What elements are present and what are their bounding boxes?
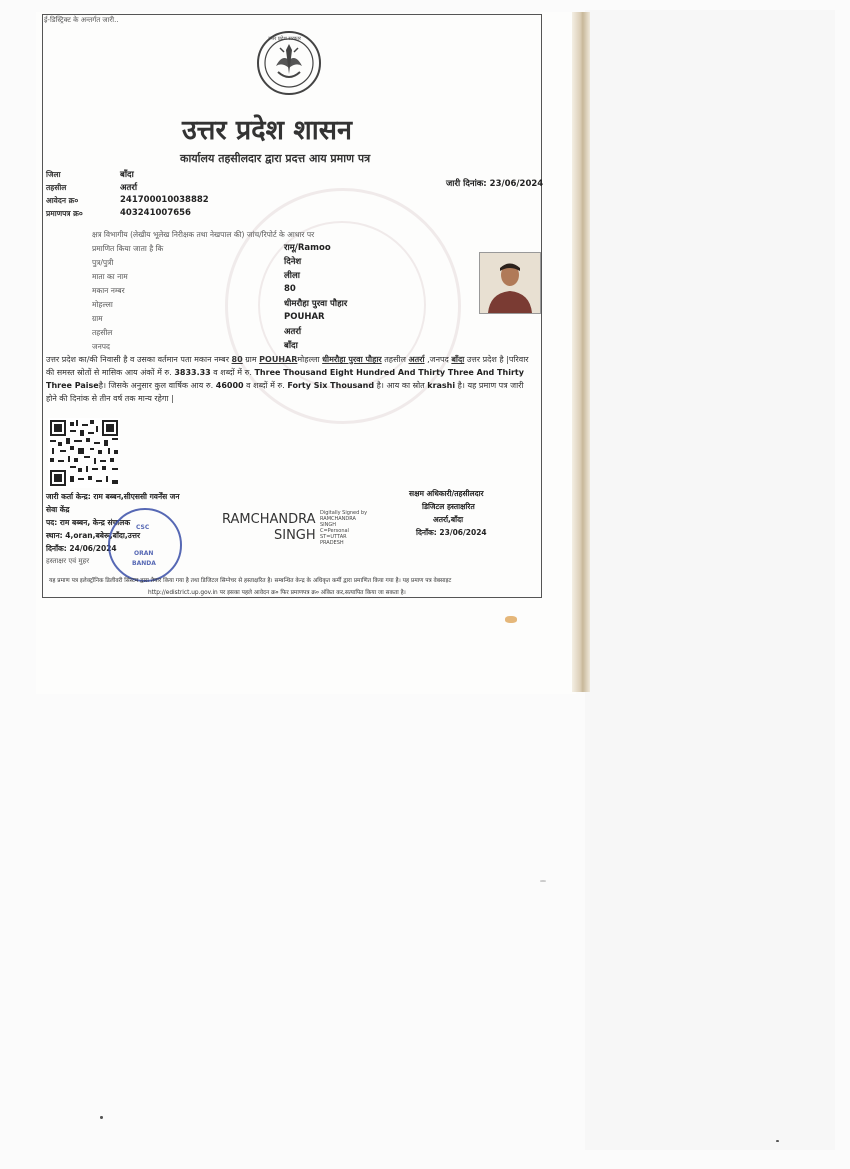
house-number: 80 [284,284,296,294]
field-label: मकान नम्बर [92,286,125,295]
ds-line: PRADESH [320,540,344,546]
father-name: दिनेश [284,257,302,267]
issue-date: जारी दिनांक: 23/06/2024 [446,179,544,189]
district-label: जिला [46,170,61,179]
certificate-label: प्रमाणपत्र क्र० [46,209,83,218]
scan-background [585,10,835,1150]
paper-speck [505,616,517,623]
field-label: माता का नाम [92,272,128,281]
issuer-line-3: पद: राम बब्बन, केन्द्र संचालक [46,518,131,527]
authority-date: दिनाँक: 23/06/2024 [416,528,487,537]
footer-line-2: http://edistrict.up.gov.in पर इसका पहले आवेदन क्र० फिर प्रमाणपत्र क्र० अंकित कर,सत्यापित किया जा सकता है। [148,590,406,596]
ds-line: SINGH [320,522,337,528]
field-label: तहसील [92,328,113,337]
issuer-line-5: दिनाँक: 24/06/2024 [46,544,117,553]
ds-line: RAMCHANDRA [320,516,356,522]
ds-line: C=Personal [320,528,349,534]
issuer-line-1: जारी कर्ता केन्द्र: राम बब्बन,सीएससी गवर्नेंस जन [46,492,180,501]
intro-line-1: क्षत्र विभागीय (लेखीय भूलेख निरीक्षक तथा नेखपाल की) जांच/रिपोर्ट के आधार पर [92,230,315,239]
village-value: POUHAR [284,312,325,322]
footer-line-1: यह प्रमाण पत्र इलेक्ट्रॉनिक डिलीवरी सिस्टम द्वारा तैयार किया गया है तथा डिजिटल सिग्नेचर से हस्ताक्षरित है। सम्बन्धित केन्द्र के अधिकृत कर्मी द्वारा प्रमाणित किया गया है। यह प्रमाण पत्र वेबसाइट [49,578,452,584]
certificate-body: उत्तर प्रदेश का/की निवासी है व उसका वर्तमान पता मकान नम्बर 80 ग्राम POUHARमोहल्ला धीमरौहा पुरवा पौहार तहसील अतर्रा ,जनपद बाँदा उत्तर प्रदेश है |परिवार की समस्त स्रोतों से मासिक आय अंकों में रु. 3833.33 व शब्दों में रु. Three Thousand Eight Hundred And Thirty Three And Thirty Three Paiseहै। जिसके अनुसार कुल वार्षिक आय रु. 46000 व शब्दों में रु. Forty Six Thousand है। आय का स्रोत krashi है। यह प्रमाण पत्र जारी होने की दिनांक से तीन वर्ष तक मान्य रहेगा | [46,355,529,403]
signer-name-line-2: SINGH [274,528,316,543]
paper-speck [776,1140,779,1142]
certificate-number: 403241007656 [120,208,191,218]
csc-stamp: CSC ORAN BANDA [108,508,182,582]
authority-title: सक्षम अधिकारी/तहसीलदार [409,489,484,498]
issuer-line-6: हस्ताक्षर एवं मुहर [46,557,90,565]
field-label: जनपद [92,342,110,351]
ds-line: Digitally Signed by [320,510,368,516]
authority-digital: डिजिटल हस्ताक्षरित [422,502,475,511]
application-number: 241700010038882 [120,195,209,205]
signer-name-line-1: RAMCHANDRA [222,512,316,527]
paper-fold-edge [572,12,590,692]
emblem-caption: उत्तर प्रदेश सरकार [268,36,301,42]
field-label: ग्राम [92,314,103,323]
district-field-value: बाँदा [284,341,298,351]
ds-line: ST=UTTAR [320,534,347,540]
top-note: ई-डिस्ट्रिक्ट के अन्तर्गत जारी.. [44,16,119,24]
applicant-photo [479,252,541,314]
tehsil-label: तहसील [46,183,67,192]
field-label: मोहल्ला [92,300,113,309]
issuer-line-4: स्थान: 4,oran,बबेरू,बाँदा,उत्तर [46,531,141,540]
district-value: बाँदा [120,170,134,180]
field-label: पुत्र/पुत्री [92,258,114,267]
application-label: आवेदन क्र० [46,196,79,205]
certificate-subtitle: कार्यालय तहसीलदार द्वारा प्रदत्त आय प्रमाण पत्र [180,152,371,165]
mother-name: लीला [284,271,300,281]
issuer-line-2: सेवा केंद्र [46,505,70,514]
applicant-name: रामू/Ramoo [284,243,331,253]
page-title: उत्तर प्रदेश शासन [182,115,352,146]
tehsil-field-value: अतर्रा [284,327,302,337]
authority-place: अतर्रा,बाँदा [433,515,464,524]
mohalla-value: धीमरौहा पुरवा पौहार [284,299,348,309]
intro-line-2: प्रमाणित किया जाता है कि [92,244,164,253]
qr-code [48,418,120,488]
paper-speck [100,1116,103,1119]
tehsil-value: अतर्रा [120,183,138,193]
paper-speck [540,880,546,882]
